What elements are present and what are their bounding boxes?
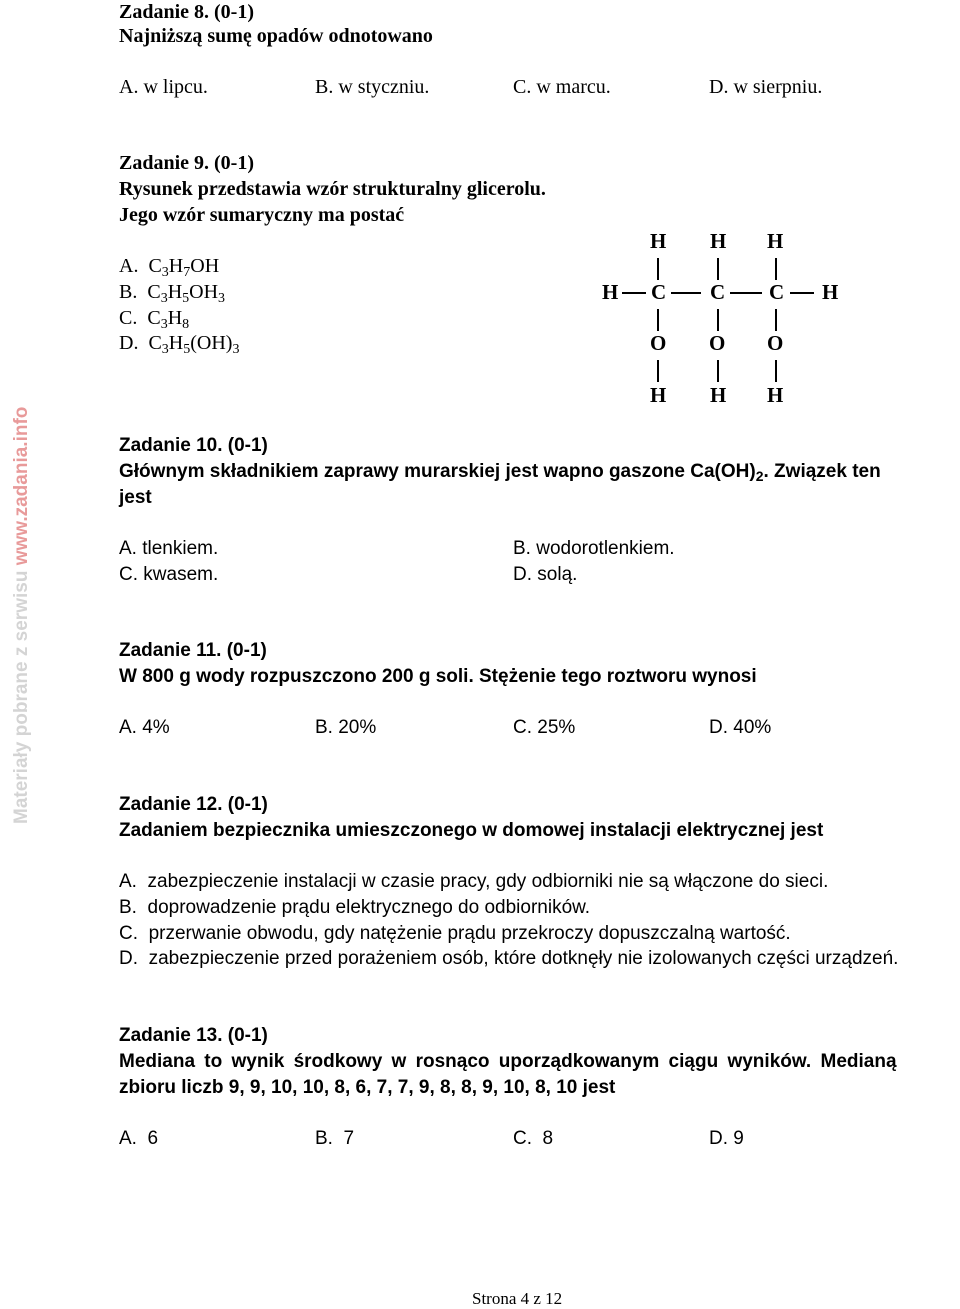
atom-o: O xyxy=(767,331,784,355)
bond xyxy=(775,309,777,331)
q13-answer-b: B. 7 xyxy=(315,1128,355,1149)
atom-h: H xyxy=(710,383,727,407)
q9-answer-c: C. $C_3H_8$ xyxy=(119,307,190,332)
q13-answer-a: A. 6 xyxy=(119,1128,159,1149)
atom-h: H xyxy=(767,383,784,407)
page-number: Strona 4 z 12 xyxy=(472,1289,563,1308)
bond xyxy=(717,258,719,280)
q12-answer-d: D. zabezpieczenie przed porażeniem osób, które dotknęły nie izolowanych części urządzeń. xyxy=(119,948,899,969)
q11-answer-a: A. 4% xyxy=(119,717,170,738)
bond xyxy=(775,360,777,382)
bond xyxy=(717,309,719,331)
q9-line2: Jego wzór sumaryczny ma postać xyxy=(119,204,405,226)
q12-answer-b: B. doprowadzenie prądu elektrycznego do odbiorników. xyxy=(119,897,591,918)
q10-question: Głównym składnikiem zaprawy murarskiej jest wapno gaszone $Ca(OH)_2$. Związek ten xyxy=(119,461,881,484)
bond xyxy=(775,258,777,280)
bond xyxy=(657,360,659,382)
bond xyxy=(717,360,719,382)
atom-o: O xyxy=(709,331,726,355)
q8-question: Najniższą sumę opadów odnotowano xyxy=(119,25,433,47)
atom-h: H xyxy=(710,229,727,253)
atom-h: H xyxy=(650,383,667,407)
q12-title: Zadanie 12. (0-1) xyxy=(119,794,268,815)
atom-h: H xyxy=(602,280,619,304)
q13-answer-d: D. 9 xyxy=(709,1128,744,1149)
q11-question: W 800 g wody rozpuszczono 200 g soli. Stężenie tego roztworu wynosi xyxy=(119,666,757,687)
q11-answer-b: B. 20% xyxy=(315,717,377,738)
q9-answer-b: B. $C_3H_5OH_3$ xyxy=(119,281,226,306)
q8-title: Zadanie 8. (0-1) xyxy=(119,1,254,23)
q8-answer-c: C. w marcu. xyxy=(513,76,611,98)
bond xyxy=(790,292,814,294)
q13-question-line2: zbioru liczb 9, 9, 10, 10, 8, 6, 7, 7, 9, 8, 8, 9, 10, 8, 10 jest xyxy=(119,1077,616,1098)
q10-answer-b: B. wodorotlenkiem. xyxy=(513,538,675,559)
q10-answer-d: D. solą. xyxy=(513,564,578,585)
q11-title: Zadanie 11. (0-1) xyxy=(119,640,267,661)
q10-question-cont: jest xyxy=(119,487,152,508)
q11-answer-d: D. 40% xyxy=(709,717,772,738)
q9-answer-d: D. $C_3H_5(OH)_3$ xyxy=(119,332,240,357)
bond xyxy=(671,292,701,294)
q11-answer-c: C. 25% xyxy=(513,717,576,738)
atom-h: H xyxy=(767,229,784,253)
atom-c: C xyxy=(710,280,726,304)
atom-c: C xyxy=(651,280,667,304)
q12-answer-a: A. zabezpieczenie instalacji w czasie pracy, gdy odbiorniki nie są włączone do sieci. xyxy=(119,871,829,892)
q8-answer-a: A. w lipcu. xyxy=(119,76,208,98)
q13-answer-c: C. 8 xyxy=(513,1128,554,1149)
q13-question-line1: Mediana to wynik środkowy w rosnąco uporządkowanym ciągu wyników. Medianą xyxy=(119,1051,897,1072)
bond xyxy=(657,258,659,280)
watermark-text: Materiały pobrane z serwisu xyxy=(11,565,32,824)
q8-answer-b: B. w styczniu. xyxy=(315,76,430,98)
atom-o: O xyxy=(650,331,667,355)
watermark xyxy=(10,406,34,824)
q9-line1: Rysunek przedstawia wzór strukturalny glicerolu. xyxy=(119,178,546,200)
bond xyxy=(657,309,659,331)
atom-h: H xyxy=(822,280,839,304)
q8-answer-d: D. w sierpniu. xyxy=(709,76,823,98)
watermark-link[interactable]: www.zadania.info xyxy=(11,406,32,566)
atom-h: H xyxy=(650,229,667,253)
q9-answer-a: A. $C_3H_7OH$ xyxy=(119,255,220,280)
bond xyxy=(622,292,646,294)
atom-c: C xyxy=(769,280,785,304)
q12-answer-c: C. przerwanie obwodu, gdy natężenie prądu przekroczy dopuszczalną wartość. xyxy=(119,923,791,944)
q13-title: Zadanie 13. (0-1) xyxy=(119,1025,268,1046)
q10-answer-a: A. tlenkiem. xyxy=(119,538,219,559)
q10-answer-c: C. kwasem. xyxy=(119,564,219,585)
bond xyxy=(730,292,762,294)
q9-title: Zadanie 9. (0-1) xyxy=(119,152,254,174)
q10-title: Zadanie 10. (0-1) xyxy=(119,435,268,456)
q12-question: Zadaniem bezpiecznika umieszczonego w domowej instalacji elektrycznej jest xyxy=(119,820,824,841)
